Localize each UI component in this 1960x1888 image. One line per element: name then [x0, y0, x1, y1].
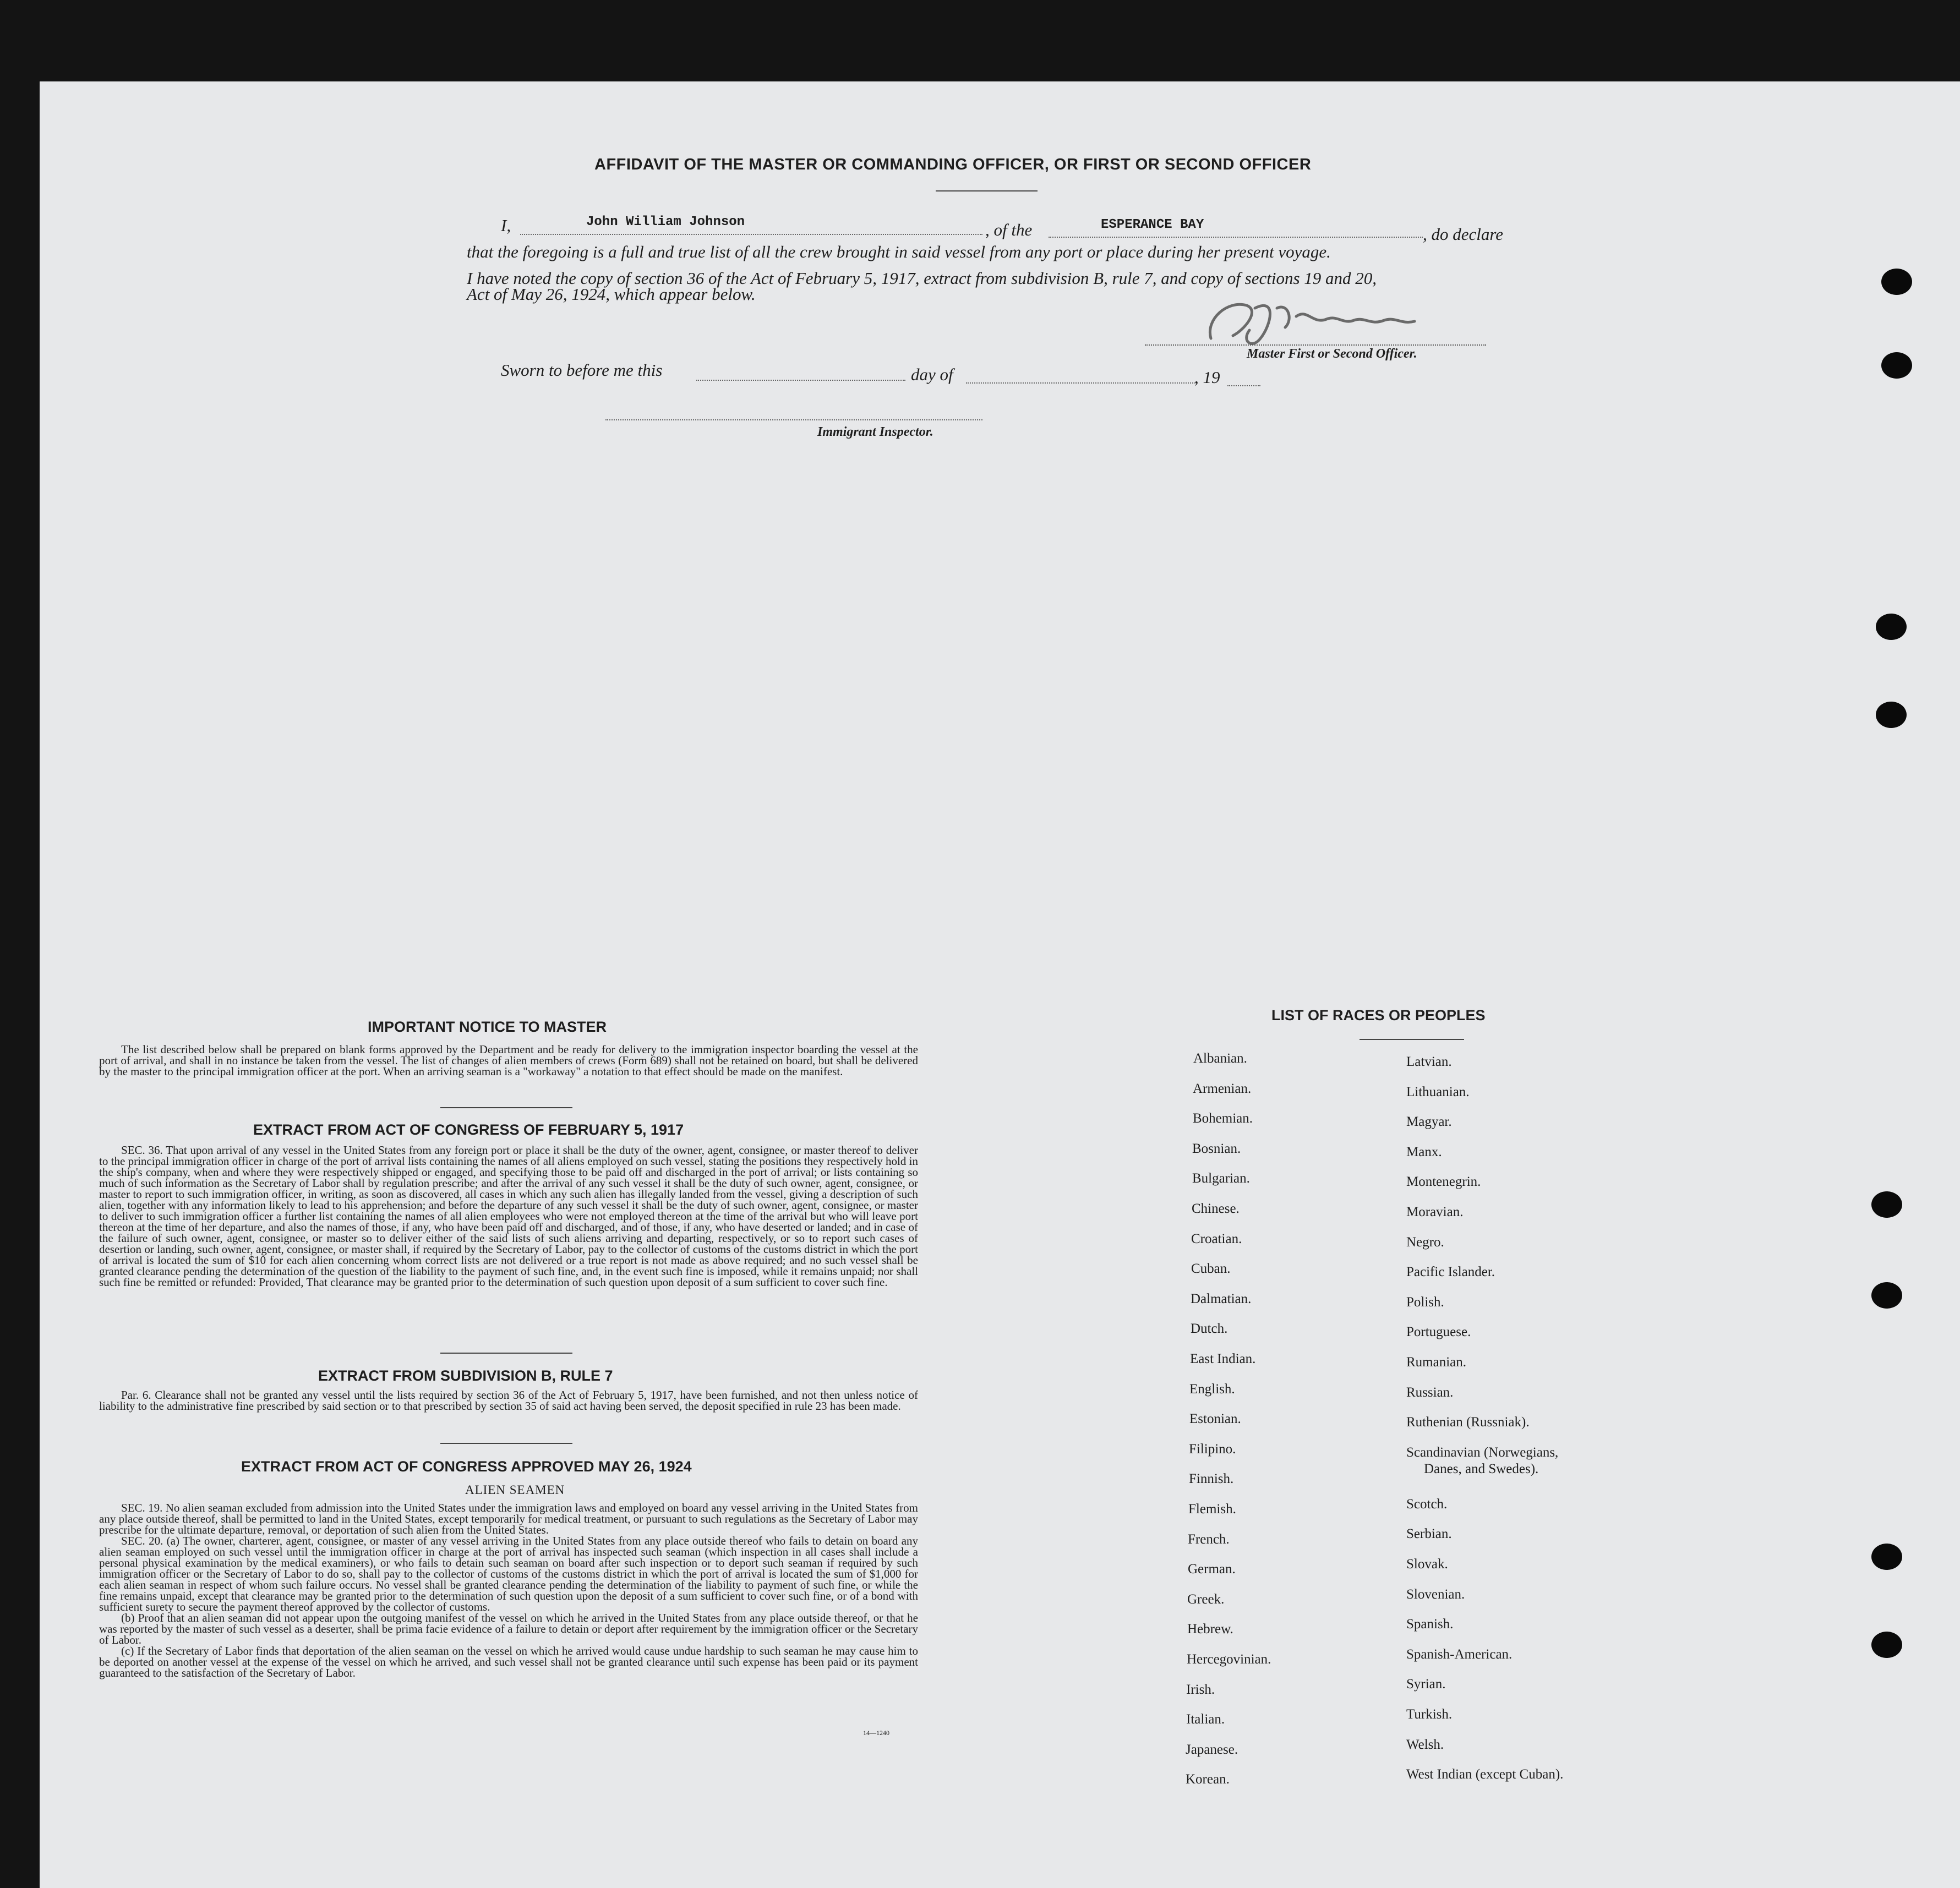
punch-hole	[1881, 352, 1912, 379]
extract-rule7-heading: EXTRACT FROM SUBDIVISION B, RULE 7	[318, 1367, 613, 1384]
race-item-left: Japanese.	[1186, 1742, 1238, 1757]
race-item-right: Negro.	[1406, 1235, 1444, 1250]
race-item-left: Bohemian.	[1193, 1111, 1253, 1126]
extract-1924-heading: EXTRACT FROM ACT OF CONGRESS APPROVED MAY 26, 1924	[241, 1458, 692, 1475]
race-item-right: Scotch.	[1406, 1497, 1448, 1512]
race-item-right: Montenegrin.	[1406, 1174, 1481, 1189]
race-item-left: East Indian.	[1190, 1351, 1256, 1366]
sworn-month-line	[966, 382, 1197, 384]
race-item-right: Ruthenian (Russniak).	[1406, 1415, 1530, 1430]
race-item-left: French.	[1188, 1532, 1230, 1547]
inspector-line	[605, 419, 982, 420]
race-item-right: Russian.	[1406, 1385, 1454, 1400]
race-item-left: Flemish.	[1188, 1502, 1236, 1517]
race-item-right: Pacific Islander.	[1406, 1265, 1495, 1279]
race-item-right: Spanish-American.	[1406, 1647, 1513, 1662]
extract-1924-text	[99, 1502, 918, 1678]
vessel-name-line	[1049, 237, 1423, 238]
punch-hole	[1871, 1544, 1902, 1570]
race-item-left: Bosnian.	[1192, 1141, 1241, 1156]
punch-hole	[1876, 614, 1907, 640]
race-item-left: Finnish.	[1189, 1471, 1234, 1486]
sec19-paragraph	[99, 1502, 918, 1535]
declarant-prefix: I,	[501, 216, 511, 235]
do-declare-label: , do declare	[1423, 225, 1504, 244]
race-item-left: Italian.	[1186, 1712, 1225, 1727]
races-heading: LIST OF RACES OR PEOPLES	[1271, 1007, 1486, 1024]
sworn-day-of: day of	[911, 365, 953, 384]
race-item-left: Filipino.	[1189, 1442, 1236, 1457]
sworn-year-line	[1227, 385, 1260, 386]
race-item-left: English.	[1189, 1382, 1235, 1397]
sworn-prefix: Sworn to before me this	[501, 360, 663, 380]
signature-caption: Master First or Second Officer.	[1247, 347, 1417, 361]
extract-rule7-rule	[440, 1443, 572, 1444]
declarant-name-field: John William Johnson	[586, 215, 745, 229]
signature-line	[1145, 344, 1486, 346]
race-item-left: Dutch.	[1191, 1321, 1228, 1336]
race-item-right: Syrian.	[1406, 1677, 1446, 1692]
race-item-left: Albanian.	[1193, 1051, 1247, 1066]
race-item-right: Slovak.	[1406, 1557, 1448, 1572]
race-item-left: Irish.	[1186, 1682, 1215, 1697]
punch-hole	[1876, 702, 1907, 728]
affidavit-line-4: Act of May 26, 1924, which appear below.	[467, 284, 756, 304]
race-item-left: Hebrew.	[1187, 1622, 1233, 1637]
race-item-left: Dalmatian.	[1191, 1291, 1252, 1306]
race-item-right: Polish.	[1406, 1295, 1444, 1310]
race-item-right: Spanish.	[1406, 1617, 1454, 1632]
race-item-left: Armenian.	[1193, 1081, 1252, 1096]
punch-hole	[1871, 1191, 1902, 1218]
extract-1917-text	[99, 1145, 918, 1288]
race-item-left: Korean.	[1186, 1772, 1230, 1787]
sworn-day-line	[696, 380, 905, 381]
race-item-left: German.	[1188, 1562, 1236, 1577]
sec20b-paragraph	[99, 1612, 918, 1645]
sec20a-paragraph	[99, 1535, 918, 1612]
affidavit-title: AFFIDAVIT OF THE MASTER OR COMMANDING OFFICER, OR FIRST OR SECOND OFFICER	[594, 156, 1312, 173]
race-item-left: Hercegovinian.	[1187, 1652, 1271, 1667]
sec20b-body: (b) Proof that an alien seaman did not appear upon the outgoing manifest of the vessel on which he arrived in the United States from any place outside thereof, or that he was reported by the master of such vessel as a deserter, shall be prima facie evidence of a failure to detain or deport after requirement by the immigration officer or the Secretary of Labor.	[99, 1611, 918, 1646]
races-rule	[1360, 1039, 1464, 1040]
extract-1917-heading: EXTRACT FROM ACT OF CONGRESS OF FEBRUARY 5, 1917	[253, 1121, 684, 1138]
title-rule	[936, 190, 1038, 191]
inspector-caption: Immigrant Inspector.	[817, 425, 933, 439]
race-item-left: Cuban.	[1191, 1261, 1231, 1276]
punch-hole	[1871, 1282, 1902, 1309]
extract-1917-rule	[440, 1353, 572, 1354]
extract-rule7-text	[99, 1389, 918, 1411]
sec20a-body: SEC. 20. (a) The owner, charterer, agent, consignee, or master of any vessel arriving in the United States from any place outside thereof who fails to detain on board any alien seaman employed on such vessel until the immigration officer in charge at the port of arrival has inspected such seaman (which inspection in all cases shall include a personal physical examination by the medical examiners), or who fails to detain such seaman on board after such inspection or to deport such seaman if required by such immigration officer or the Secretary of Labor to do so, shall pay to the collector of customs of the customs district in which the port of arrival is located the sum of $1,000 for each alien seaman in respect of whom such failure occurs. No vessel shall be granted clearance pending the determination of the liability to payment of such fine, or while the fine remains unpaid, except that clearance may be granted prior to the determination of such question upon the deposit of a sum sufficient to cover such fine, or of a bond with sufficient surety to secure the payment thereof approved by the collector of customs.	[99, 1534, 918, 1613]
notice-heading: IMPORTANT NOTICE TO MASTER	[368, 1019, 607, 1035]
race-item-left: Bulgarian.	[1192, 1171, 1250, 1186]
race-item-right: Welsh.	[1406, 1737, 1444, 1752]
race-item-right: Scandinavian (Norwegians,	[1406, 1445, 1559, 1460]
affidavit-line-2: that the foregoing is a full and true list of all the crew brought in said vessel from any port or place during her present voyage.	[467, 242, 1331, 261]
sworn-year: , 19	[1194, 368, 1220, 387]
race-item-right: Rumanian.	[1406, 1355, 1467, 1370]
sec19-body: SEC. 19. No alien seaman excluded from admission into the United States under the immigration laws and employed on board any vessel arriving in the United States from any place outside thereof, shall be permitted to land in the United States, except temporarily for medical treatment, or pursuant to such regulations as the Secretary of Labor may prescribe for the ultimate departure, removal, or deportation of such alien from the United States.	[99, 1501, 918, 1536]
punch-hole	[1871, 1632, 1902, 1658]
notice-text	[99, 1044, 918, 1077]
vessel-name-field: ESPERANCE BAY	[1101, 217, 1204, 232]
race-item-left: Croatian.	[1191, 1232, 1242, 1246]
race-item-right: Portuguese.	[1406, 1325, 1471, 1339]
race-item-right: Lithuanian.	[1406, 1085, 1470, 1099]
race-item-right: Manx.	[1406, 1145, 1442, 1159]
race-item-right: Moravian.	[1406, 1205, 1464, 1219]
notice-body: The list described below shall be prepared on blank forms approved by the Department and be ready for delivery to the immigration inspector boarding the vessel at the port of arrival, and shall in no instance be taken from the vessel. The list of changes of alien members of crews (Form 689) shall not be retained on board, but shall be delivered by the master to the principal immigration officer at the port. When an arriving seaman is a "workaway" a notation to that effect should be made on the manifest.	[99, 1043, 918, 1078]
punch-hole	[1881, 269, 1912, 295]
race-item-left: Estonian.	[1189, 1411, 1241, 1426]
sec20c-paragraph	[99, 1645, 918, 1678]
form-number: 14—1240	[863, 1729, 889, 1737]
declarant-name-line	[520, 234, 982, 235]
affidavit-line-3: I have noted the copy of section 36 of the Act of February 5, 1917, extract from subdivision B, rule 7, and copy of sections 19 and 20,	[467, 269, 1377, 288]
race-item-right: Danes, and Swedes).	[1424, 1462, 1539, 1476]
race-item-left: Greek.	[1187, 1592, 1225, 1607]
race-item-right: West Indian (except Cuban).	[1406, 1767, 1564, 1782]
of-the-label: , of the	[985, 220, 1033, 239]
race-item-right: Turkish.	[1406, 1707, 1453, 1722]
race-item-left: Chinese.	[1192, 1201, 1240, 1216]
master-signature	[1194, 286, 1442, 352]
race-item-right: Latvian.	[1406, 1054, 1452, 1069]
notice-rule	[440, 1107, 572, 1108]
race-item-right: Serbian.	[1406, 1526, 1452, 1541]
race-item-right: Magyar.	[1406, 1114, 1452, 1129]
signature-graphic	[1194, 286, 1442, 352]
sec36-body: SEC. 36. That upon arrival of any vessel in the United States from any foreign port or place it shall be the duty of the owner, agent, consignee, or master thereof to deliver to the principal immigration officer in charge of the port of arrival lists containing the names of all aliens employed on such vessel, stating the positions they respectively hold in the ship's company, when and where they were respectively shipped or engaged, and specifying those to be paid off and discharged in the port of arrival; or lists containing so much of such information as the Secretary of Labor shall by regulation prescribe; and after the arrival of any such vessel it shall be the duty of such owner, agent, consignee, or master to report to such immigration officer, in writing, as soon as discovered, all cases in which any such alien has illegally landed from the vessel, giving a description of such alien, together with any information likely to lead to his apprehension; and before the departure of any such vessel it shall be the duty of such owner, agent, consignee, or master to deliver to such immigration officer a further list containing the names of all alien employees who were not employed thereon at the time of the arrival but who will leave port thereon at the time of her departure, and also the names of those, if any, who have been paid off and discharged, and of those, if any, who have deserted or landed; and in case of the failure of such owner, agent, consignee, or master so to deliver either of the said lists of such aliens arriving and departing, respectively, or so to report such cases of desertion or landing, such owner, agent, consignee, or master shall, if required by the Secretary of Labor, pay to the collector of customs of the customs district in which the port of arrival is located the sum of $10 for each alien concerning whom correct lists are not delivered or a true report is not made as above required; and no such vessel shall be granted clearance pending the determination of the question of the liability to the payment of such fine, and, in the event such fine is imposed, while it remains unpaid; nor shall such fine be remitted or refunded: Provided, That clearance may be granted prior to the determination of such question upon deposit of a sum sufficient to cover such fine.	[99, 1143, 918, 1289]
rule7-body: Par. 6. Clearance shall not be granted any vessel until the lists required by section 36 of the Act of February 5, 1917, have been furnished, and not then unless notice of liability to the administrative fine prescribed by said section or to that prescribed by section 35 of said act having been served, the deposit specified in rule 23 has been made.	[99, 1388, 918, 1413]
sec20c-body: (c) If the Secretary of Labor finds that deportation of the alien seaman on the vessel on which he arrived would cause undue hardship to such seaman he may cause him to be deported on another vessel at the expense of the vessel on which he arrived, and such vessel shall not be granted clearance until such expense has been paid or its payment guaranteed to the satisfaction of the Secretary of Labor.	[99, 1644, 918, 1679]
race-item-right: Slovenian.	[1406, 1587, 1465, 1602]
alien-seamen-subheading: ALIEN SEAMEN	[465, 1483, 565, 1497]
